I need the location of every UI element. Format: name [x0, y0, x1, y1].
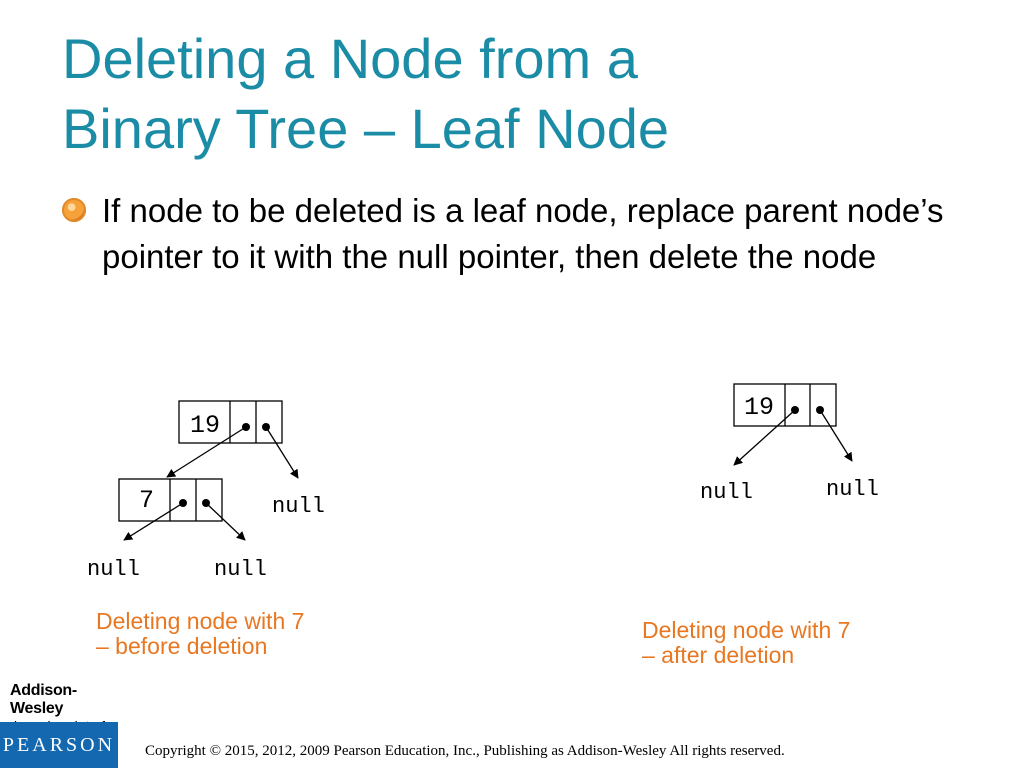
- caption-before-line-1: Deleting node with 7: [96, 608, 305, 634]
- caption-after-line-2: – after deletion: [642, 642, 795, 668]
- slide-title-line-1: Deleting a Node from a: [62, 27, 638, 90]
- publisher-name: Addison-Wesley: [10, 682, 77, 717]
- copyright-notice: Copyright © 2015, 2012, 2009 Pearson Education, Inc., Publishing as Addison-Wesley All rights reserved.: [145, 743, 785, 759]
- caption-after-deletion: [642, 618, 850, 668]
- pearson-logo: PEARSON: [0, 722, 118, 768]
- leaf-value: 7: [139, 486, 155, 515]
- caption-after-line-1: Deleting node with 7: [642, 617, 851, 643]
- root-right-null-before: null: [272, 494, 325, 519]
- bullet-text: If node to be deleted is a leaf node, replace parent node’s pointer to it with the null pointer, then delete the node: [102, 192, 944, 275]
- root-value-before: 19: [190, 411, 221, 440]
- caption-before-line-2: – before deletion: [96, 633, 268, 659]
- leaf-right-null: null: [214, 557, 267, 582]
- slide-title-line-2: Binary Tree – Leaf Node: [62, 97, 670, 160]
- leaf-node-7: [119, 479, 222, 521]
- tree-after-deletion: [700, 384, 879, 505]
- tree-before-deletion: [87, 401, 325, 582]
- root-left-null-after: null: [700, 480, 753, 505]
- root-value-after: 19: [744, 393, 775, 422]
- caption-before-deletion: [96, 609, 304, 659]
- leaf-left-null: null: [87, 557, 140, 582]
- root-right-null-after: null: [826, 477, 879, 502]
